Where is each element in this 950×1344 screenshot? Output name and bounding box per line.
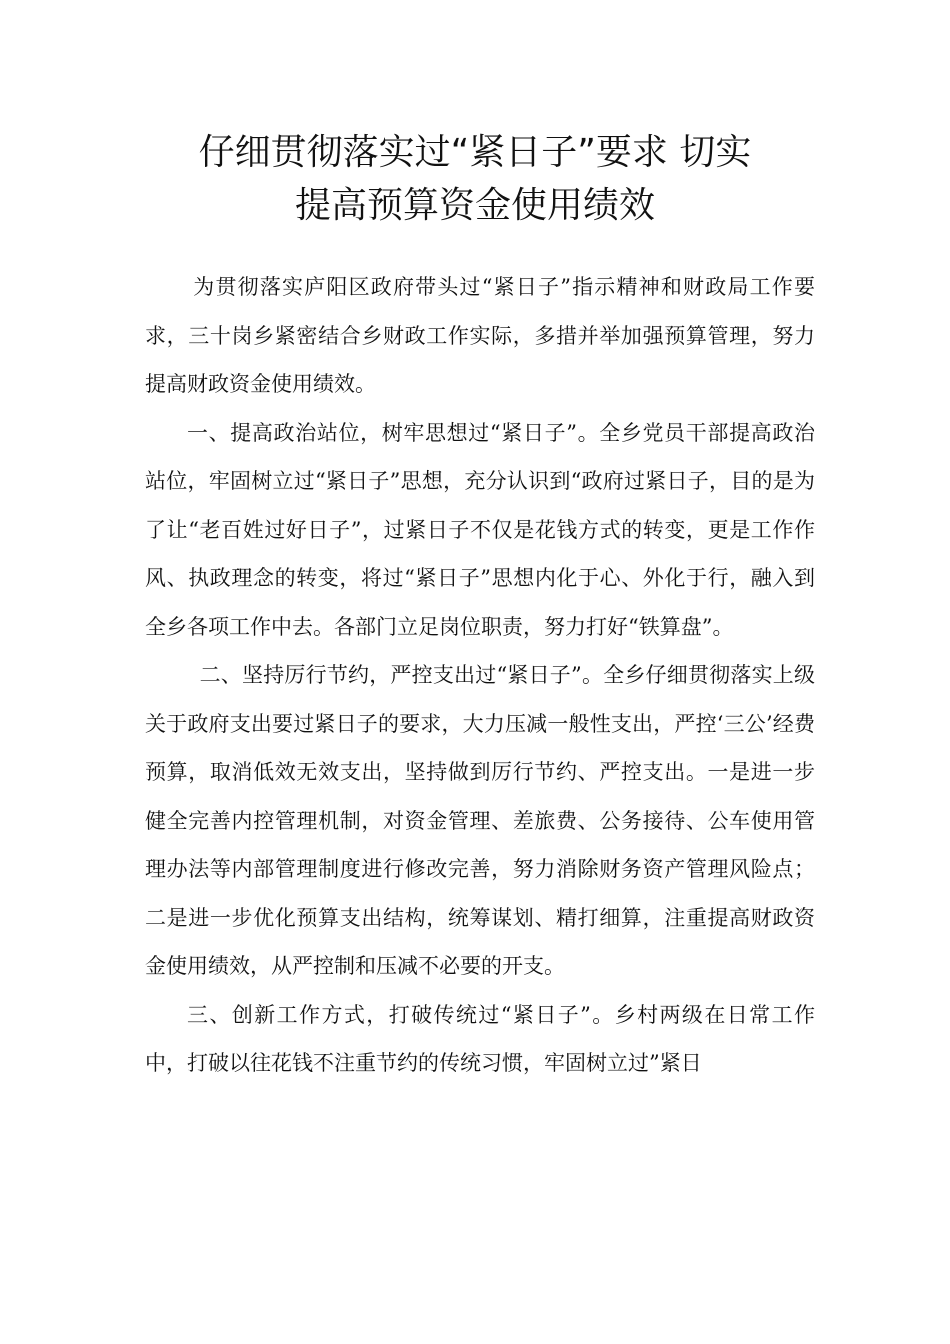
paragraph-section-1: 一、提高政治站位，树牢思想过“紧日子”。全乡党员干部提高政治站位，牢固树立过“紧日子”思想，充分认识到“政府过紧日子，目的是为了让“老百姓过好日子”，过紧日子不仅是花钱方式的转变，更是工作作风、执政理念的转变，将过“紧日子”思想内化于心、外化于行，融入到全乡各项工作中去。各部门立足岗位职责，努力打好“铁算盘”。: [145, 420, 815, 639]
document-title-line-1: 仔细贯彻落实过“紧日子”要求 切实: [198, 132, 752, 173]
paragraph-section-3: 三、创新工作方式，打破传统过“紧日子”。乡村两级在日常工作中，打破以往花钱不注重节约的传统习惯，牢固树立过”紧日: [145, 1002, 815, 1075]
paragraph-intro: 为贯彻落实庐阳区政府带头过“紧日子”指示精神和财政局工作要求，三十岗乡紧密结合乡财政工作实际，多措并举加强预算管理，努力提高财政资金使用绩效。: [145, 275, 815, 396]
paragraph-section-2: 二、坚持厉行节约，严控支出过“紧日子”。全乡仔细贯彻落实上级关于政府支出要过紧日子的要求，大力压减一般性支出，严控‘三公’经费预算，取消低效无效支出，坚持做到厉行节约、严控支出。一是进一步健全完善内控管理机制，对资金管理、差旅费、公务接待、公车使用管理办法等内部管理制度进行修改完善，努力消除财务资产管理风险点；二是进一步优化预算支出结构，统筹谋划、精打细算，注重提高财政资金使用绩效，从严控制和压减不必要的开支。: [145, 663, 815, 978]
document-body: [145, 263, 815, 1088]
document-title-line-2: 提高预算资金使用绩效: [294, 185, 655, 226]
